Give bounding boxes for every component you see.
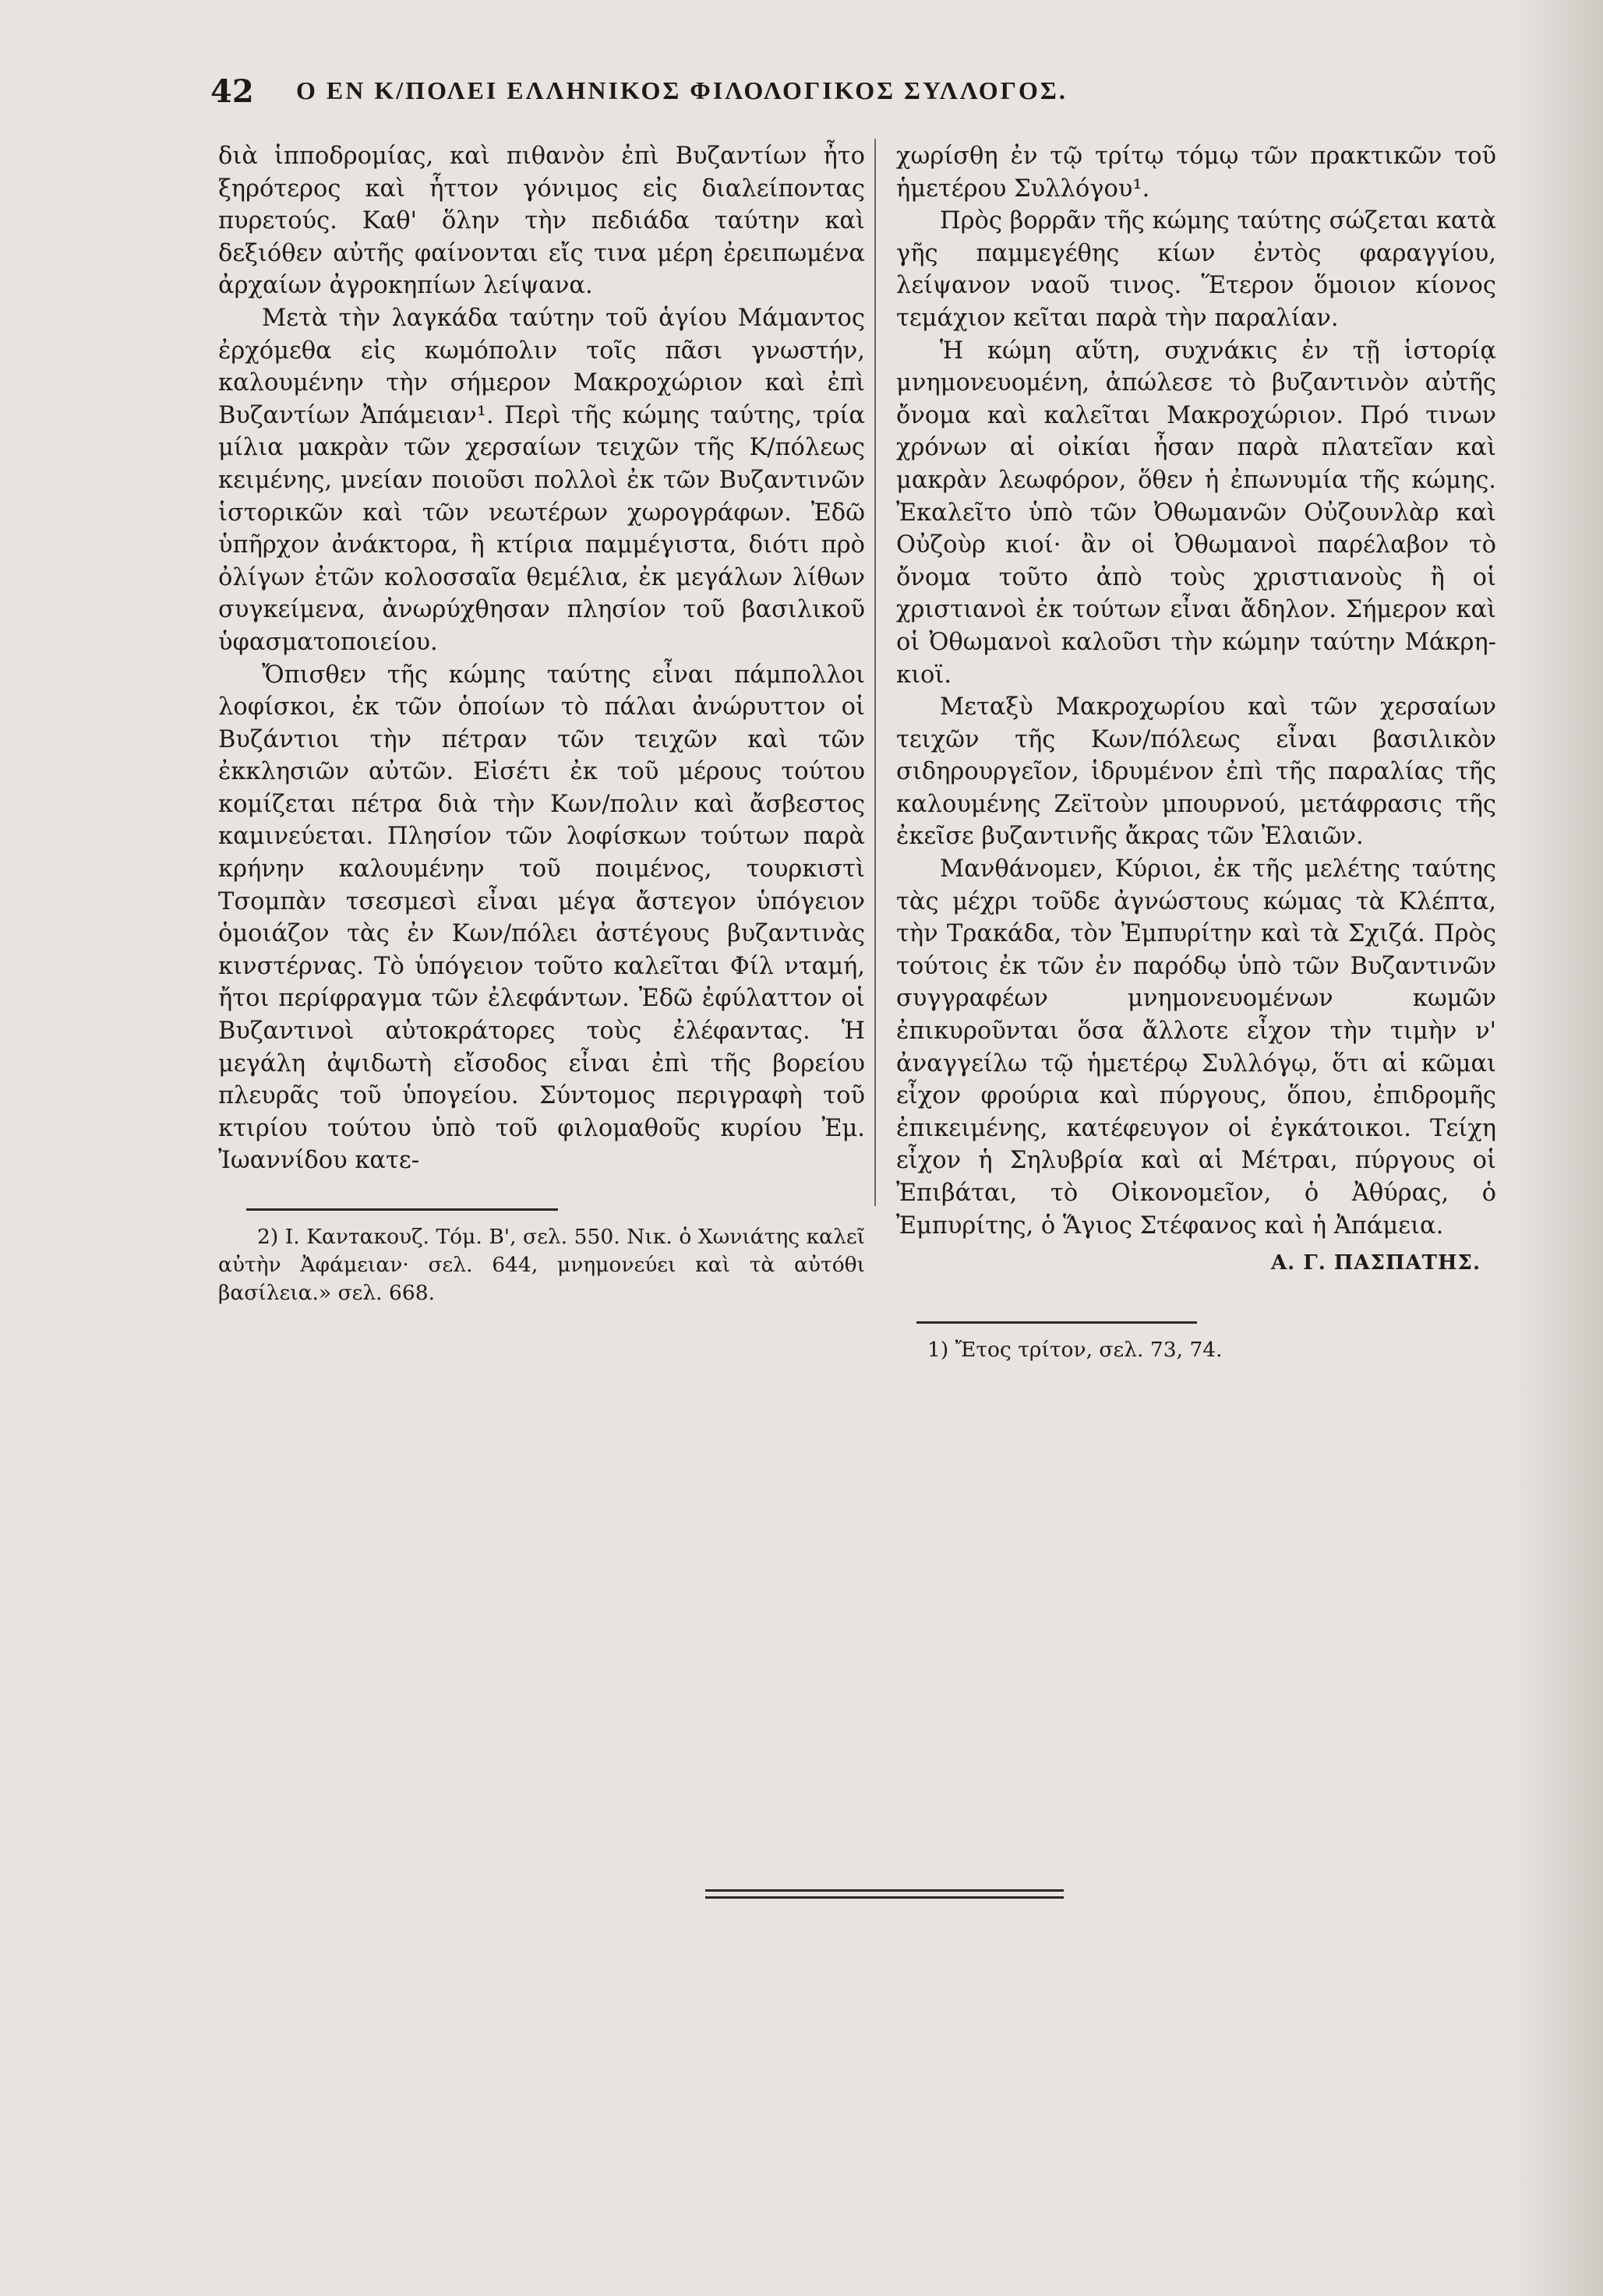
author-signature: Α. Γ. ΠΑΣΠΑΤΗΣ. [1270,1251,1481,1275]
right-paragraph-4: Μεταξὺ Μακροχωρίου καὶ τῶν χερσαίων τειχῶν τῆς Κων/πόλεως εἶναι βασιλικὸν σιδηρουργεῖον, ἱδρυμένον ἐπὶ τῆς παραλίας τῆς καλουμένης Ζεϊτοὺν μπουρνού, μετάφρασις τῆς ἐκεῖσε βυζαντινῆς ἄκρας τῶν Ἐλαιῶν. [896,693,1496,851]
left-paragraph-2: Μετὰ τὴν λαγκάδα ταύτην τοῦ ἁγίου Μάμαντος ἐρχόμεθα εἰς κωμόπολιν τοῖς πᾶσι γνωστήν, καλουμένην τὴν σήμερον Μακροχώριον καὶ ἐπὶ Βυζαντίων Ἀπάμειαν¹. Περὶ τῆς κώμης ταύτης, τρία μίλια μακρὰν τῶν χερσαίων τειχῶν τῆς Κ/πόλεως κειμένης, μνείαν ποιοῦσι πολλοὶ ἐκ τῶν Βυζαντινῶν ἱστορικῶν καὶ τῶν νεωτέρων χωρογράφων. Ἐδῶ ὑπῆρχον ἀνάκτορα, ἢ κτίρια παμμέγιστα, διότι πρὸ ὀλίγων ἐτῶν κολοσσαῖα θεμέλια, ἐκ μεγάλων λίθων συγκείμενα, ἀνωρύχθησαν πλησίον τοῦ βασιλικοῦ ὑφασματοποιείου. [218,304,865,656]
left-paragraph-3: Ὄπισθεν τῆς κώμης ταύτης εἶναι πάμπολλοι λοφίσκοι, ἐκ τῶν ὁποίων τὸ πάλαι ἀνώρυττον οἱ Βυζάντιοι τὴν πέτραν τῶν τειχῶν καὶ τῶν ἐκκλησιῶν αὐτῶν. Εἰσέτι ἐκ τοῦ μέρους τούτου κομίζεται πέτρα διὰ τὴν Κων/πολιν καὶ ἄσβεστος καμινεύεται. Πλησίον τῶν λοφίσκων τούτων παρὰ κρήνην καλουμένην τοῦ ποιμένος, τουρκιστὶ Τσομπὰν τσεσμεσὶ εἶναι μέγα ἄστεγον ὑπόγειον ὁμοιάζον τὰς ἐν Κων/πόλει ἀστέγους βυζαντινὰς κινστέρνας. Τὸ ὑπόγειον τοῦτο καλεῖται Φίλ νταμή, ἤτοι περίφραγμα τῶν ἐλεφάντων. Ἐδῶ ἐφύλαττον οἱ Βυζαντινοὶ αὐτοκράτορες τοὺς ἐλέφαντας. Ἡ μεγάλη ἀψιδωτὴ εἴσοδος εἶναι ἐπὶ τῆς βορείου πλευρᾶς τοῦ ὑπογείου. Σύντομος περιγραφὴ τοῦ κτιρίου τούτου ὑπὸ τοῦ φιλομαθοῦς κυρίου Ἐμ. Ἰωαννίδου κατε- [218,661,865,1175]
column-divider [874,139,876,1206]
right-footnote: 1) Ἔτος τρίτον, σελ. 73, 74. [927,1338,1223,1363]
scan-shadow-edge [1509,0,1603,2296]
left-footnote: 2) Ι. Κανтακουζ. Τόμ. Β', σελ. 550. Νικ. ὁ Χωνιάτης καλεῖ αὐτὴν Ἀφάμειαν· σελ. 644, μνημονεύει καὶ τὰ αὐτόθι βασίλεια.» σελ. 668. [218,1225,865,1305]
left-column [218,140,865,1307]
footnote-rule-right [916,1321,1197,1324]
right-column [896,140,1496,1364]
footnote-rule-left [246,1208,558,1211]
running-title: Ο ΕΝ Κ/ΠΟΛΕΙ ΕΛΛΗΝΙΚΟΣ ΦΙΛΟΛΟΓΙΚΟΣ ΣΥΛΛΟΓΟΣ. [296,76,1068,104]
right-paragraph-5: Μανθάνομεν, Κύριοι, ἐκ τῆς μελέτης ταύτης τὰς μέχρι τοῦδε ἀγνώστους κώμας τὰ Κλέπτα, τὴν Τρακάδα, τὸν Ἐμπυρίτην καὶ τὰ Σχιζά. Πρὸς τούτοις ἐκ τῶν ἐν παρόδῳ ὑπὸ τῶν Βυζαντινῶν συγγραφέων μνημονευομένων κωμῶν ἐπικυροῦνται ὅσα ἄλλοτε εἶχον τὴν τιμὴν ν' ἀναγγείλω τῷ ἡμετέρῳ Συλλόγῳ, ὅτι αἱ κῶμαι εἶχον φρούρια καὶ πύργους, ὅπου, ἐπιδρομῆς ἐπικειμένης, κατέφευγον οἱ ἐγκάτοικοι. Τείχη εἶχον ἡ Σηλυβρία καὶ αἱ Μέτραι, πύργους οἱ Ἐπιβάται, τὸ Οἰκονομεῖον, ὁ Ἀθύρας, ὁ Ἐμπυρίτης, ὁ Ἅγιος Στέφανος καὶ ἡ Ἀπάμεια. [896,855,1496,1240]
right-paragraph-3: Ἡ κώμη αὕτη, συχνάκις ἐν τῇ ἱστορίᾳ μνημονευομένη, ἀπώλεσε τὸ βυζαντινὸν αὐτῆς ὄνομα καὶ καλεῖται Μακροχώριον. Πρό τινων χρόνων αἱ οἰκίαι ἦσαν παρὰ πλατεῖαν καὶ μακρὰν λεωφόρον, ὅθεν ἡ ἐπωνυμία τῆς κώμης. Ἐκαλεῖτο ὑπὸ τῶν Ὀθωμανῶν Οὐζουνλὰρ καὶ Οὐζοὺρ κιοί· ἂν οἱ Ὀθωμανοὶ παρέλαβον τὸ ὄνομα τοῦτο ἀπὸ τοὺς χριστιανοὺς ἢ οἱ χριστιανοὶ ἐκ τούτων εἶναι ἄδηλον. Σήμερον καὶ οἱ Ὀθωμανοὶ καλοῦσι τὴν κώμην ταύτην Μάκρη-κιοϊ. [896,337,1496,689]
page-number: 42 [210,73,254,110]
end-rule-upper [705,1889,1064,1892]
right-paragraph-1: χωρίσθη ἐν τῷ τρίτῳ τόμῳ τῶν πρακτικῶν τοῦ ἡμετέρου Συλλόγου¹. [896,143,1496,203]
left-paragraph-1: διὰ ἱπποδρομίας, καὶ πιθανὸν ἐπὶ Βυζαντίων ἦτο ξηρότερος καὶ ἧττον γόνιμος εἰς διαλείποντας πυρετούς. Καθ' ὅλην τὴν πεδιάδα ταύτην καὶ δεξιόθεν αὐτῆς φαίνονται εἴς τινα μέρη ἐρειπωμένα ἀρχαίων ἀγροκηπίων λείψανα. [218,143,865,300]
end-rule-lower [705,1896,1064,1899]
right-paragraph-2: Πρὸς βορρᾶν τῆς κώμης ταύτης σώζεται κατὰ γῆς παμμεγέθης κίων ἐντὸς φαραγγίου, λείψανον ναοῦ τινος. Ἕτερον ὅμοιον κίονος τεμάχιον κεῖται παρὰ τὴν παραλίαν. [896,207,1496,332]
running-head [210,73,1301,120]
